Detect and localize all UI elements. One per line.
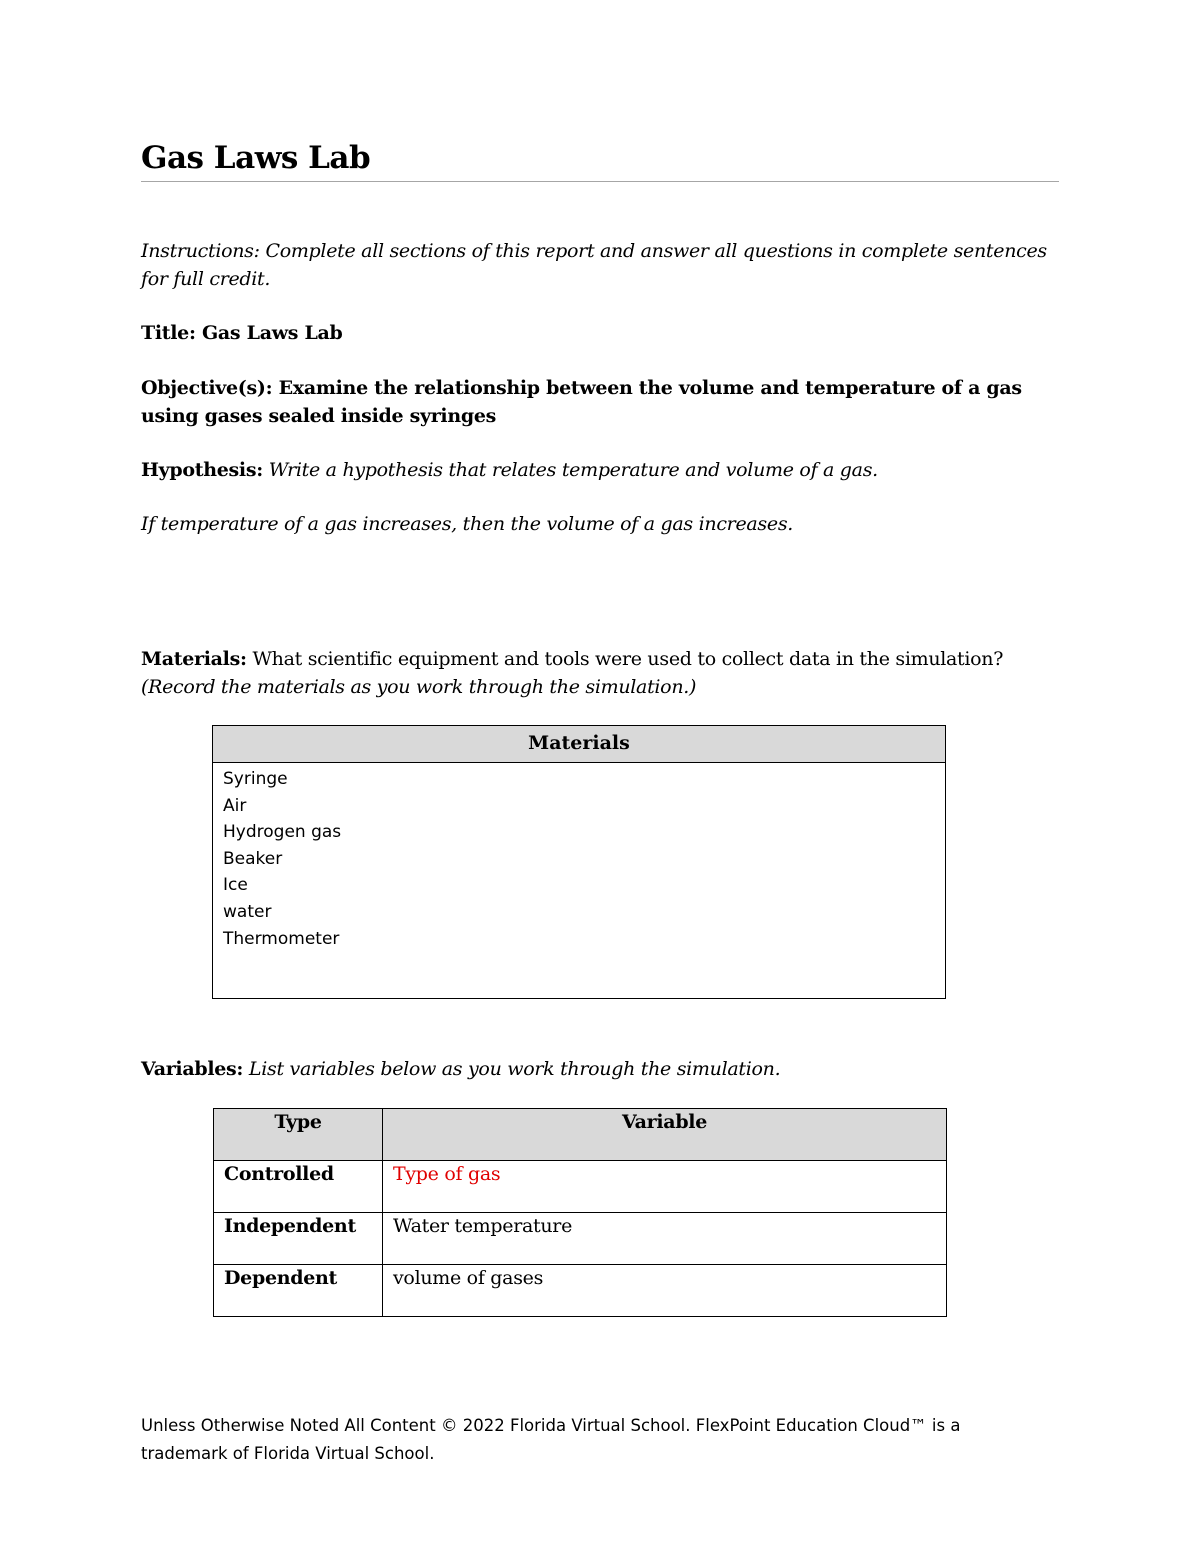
list-item: Air (223, 795, 247, 816)
list-item: water (223, 901, 272, 922)
objective-line (141, 374, 1059, 430)
footer-copyright: Unless Otherwise Noted All Content © 2022 Florida Virtual School. FlexPoint Education Cloud™ is a trademark of Florida Virtual School. (141, 1416, 961, 1463)
variables-prompt: List variables below as you work through the simulation. (248, 1058, 781, 1080)
type-column-header: Type (214, 1109, 383, 1161)
title-label: Title: (141, 322, 196, 344)
materials-list (213, 763, 945, 952)
list-item: Syringe (223, 769, 288, 789)
table-header-row (214, 1109, 947, 1161)
hypothesis-prompt: Write a hypothesis that relates temperature and volume of a gas. (268, 459, 878, 481)
list-item: Ice (223, 875, 248, 896)
list-item: Thermometer (223, 928, 340, 949)
hypothesis-label: Hypothesis: (141, 459, 263, 481)
materials-line (141, 645, 1059, 701)
variable-cell: Water temperature (383, 1213, 947, 1265)
variables-table (213, 1108, 947, 1317)
objective-value: Examine the relationship between the volume and temperature of a gas using gases sealed inside syringes (141, 377, 1022, 427)
variable-cell: Type of gas (383, 1161, 947, 1213)
variables-line (141, 1055, 1059, 1083)
instructions-text: Instructions: Complete all sections of this report and answer all questions in complete sentences for full credit. (141, 240, 1047, 290)
materials-note: (Record the materials as you work through the simulation.) (141, 676, 697, 698)
type-cell: Dependent (214, 1265, 383, 1317)
title-divider (141, 181, 1059, 182)
materials-table (212, 725, 946, 999)
type-cell: Independent (214, 1213, 383, 1265)
table-row (214, 1265, 947, 1317)
title-line (141, 319, 1059, 347)
list-item: Beaker (223, 848, 283, 869)
table-row (214, 1161, 947, 1213)
materials-table-header: Materials (213, 726, 945, 763)
title-value: Gas Laws Lab (201, 322, 343, 344)
hypothesis-answer: If temperature of a gas increases, then the volume of a gas increases. (141, 513, 794, 535)
page-title: Gas Laws Lab (141, 140, 371, 176)
objective-label: Objective(s): (141, 377, 273, 399)
variable-column-header: Variable (383, 1109, 947, 1161)
type-cell: Controlled (214, 1161, 383, 1213)
list-item: Hydrogen gas (223, 822, 342, 843)
materials-prompt: What scientific equipment and tools were used to collect data in the simulation? (252, 648, 1004, 670)
table-row (214, 1213, 947, 1265)
variables-label: Variables: (141, 1058, 244, 1080)
materials-label: Materials: (141, 648, 247, 670)
variable-cell: volume of gases (383, 1265, 947, 1317)
hypothesis-line (141, 456, 1059, 484)
